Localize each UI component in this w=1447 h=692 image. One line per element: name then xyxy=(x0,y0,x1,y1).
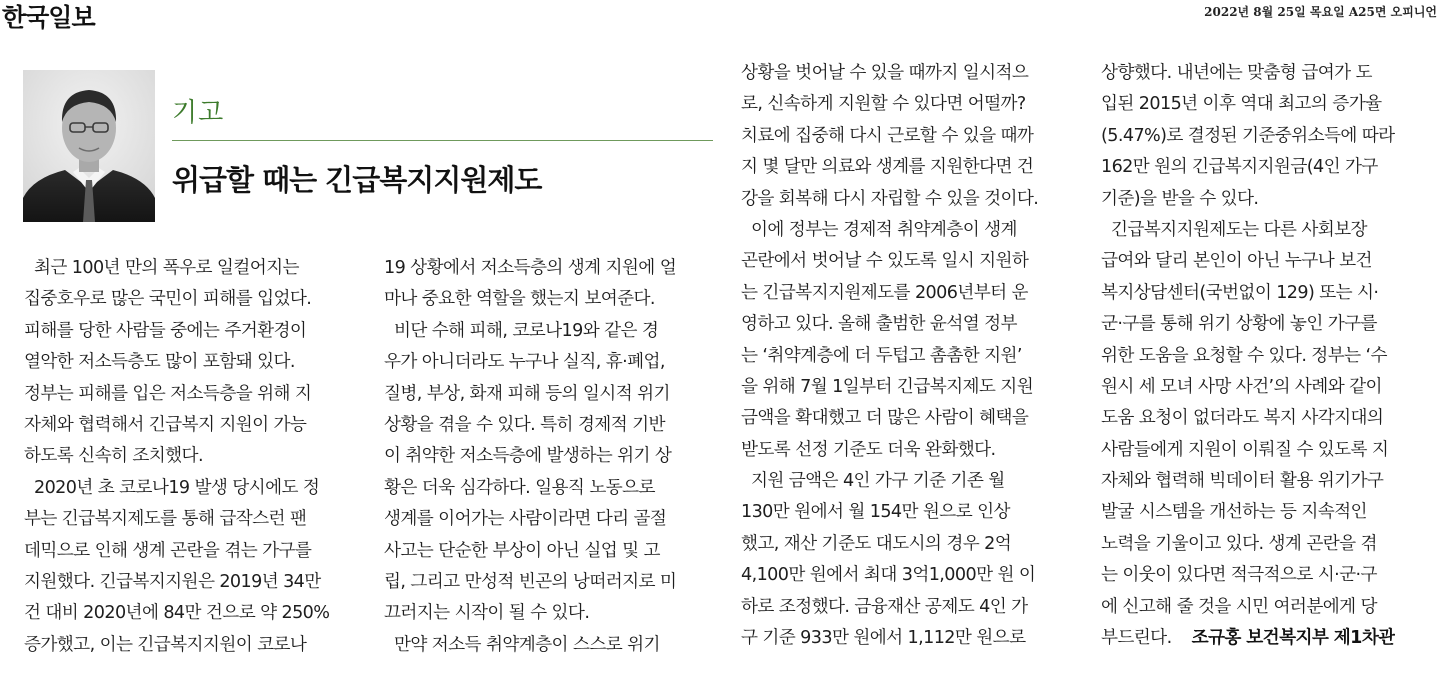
article-column-1 xyxy=(24,253,329,661)
text-line: 했고, 재산 기준도 대도시의 경우 2억 xyxy=(741,533,1012,554)
text-line: 지 몇 달만 의료와 생계를 지원한다면 건 xyxy=(741,157,1034,178)
text-line: 4,100만 원에서 최대 3억1,000만 원 이 xyxy=(741,565,1036,586)
text-line: 급여와 달리 본인이 아닌 누구나 보건 xyxy=(1101,251,1372,272)
text-line: 금액을 확대했고 더 많은 사람이 혜택을 xyxy=(741,408,1029,429)
text-line: 치료에 집중해 다시 근로할 수 있을 때까 xyxy=(741,125,1034,146)
text-line: 열악한 저소득층도 많이 포함돼 있다. xyxy=(24,352,295,373)
text-line: 는 긴급복지지원제도를 2006년부터 운 xyxy=(741,282,1028,303)
text-line: (5.47%)로 결정된 기준중위소득에 따라 xyxy=(1101,125,1395,146)
text-line: 발굴 시스템을 개선하는 등 지속적인 xyxy=(1101,502,1367,523)
text-line: 130만 원에서 월 154만 원으로 인상 xyxy=(741,502,1010,523)
text-line: 받도록 선정 기준도 더욱 완화했다. xyxy=(741,439,996,460)
newspaper-masthead: 한국일보 xyxy=(2,3,95,32)
article-column-3 xyxy=(741,58,1038,654)
section-label: 기고 xyxy=(172,98,225,128)
text-line: 하도록 신속히 조치했다. xyxy=(24,446,203,467)
text-line: 을 위해 7월 1일부터 긴급복지제도 지원 xyxy=(741,376,1034,397)
text-line: 는 이웃이 있다면 적극적으로 시·군·구 xyxy=(1101,565,1377,586)
text-line: 자체와 협력해서 긴급복지 지원이 가능 xyxy=(24,414,307,435)
text-line: 상황을 벗어날 수 있을 때까지 일시적으 xyxy=(741,63,1029,83)
text-line: 19 상황에서 저소득층의 생계 지원에 얼 xyxy=(384,258,677,278)
text-line: 데믹으로 인해 생계 곤란을 겪는 가구를 xyxy=(24,540,312,561)
article-column-2 xyxy=(384,253,676,661)
text-line: 상향했다. 내년에는 맞춤형 급여가 도 xyxy=(1101,63,1372,83)
text-line: 사고는 단순한 부상이 아닌 실업 및 고 xyxy=(384,540,660,561)
closing-text: 부드린다. xyxy=(1101,628,1172,649)
text-line: 입된 2015년 이후 역대 최고의 증가율 xyxy=(1101,94,1382,115)
text-line: 집중호우로 많은 국민이 피해를 입었다. xyxy=(24,289,312,310)
text-line: 영하고 있다. 올해 출범한 윤석열 정부 xyxy=(741,314,1017,335)
author-portrait xyxy=(23,70,155,222)
text-line: 비단 수해 피해, 코로나19와 같은 경 xyxy=(384,320,659,341)
text-line: 이에 정부는 경제적 취약계층이 생계 xyxy=(741,219,1017,240)
text-line: 는 ‘취약계층에 더 두텁고 촘촘한 지원’ xyxy=(741,345,1022,366)
text-line: 상황을 겪을 수 있다. 특히 경제적 기반 xyxy=(384,414,665,435)
text-line: 질병, 부상, 화재 피해 등의 일시적 위기 xyxy=(384,383,670,404)
text-line: 마나 중요한 역할을 했는지 보여준다. xyxy=(384,289,655,310)
text-line: 2020년 초 코로나19 발생 당시에도 정 xyxy=(24,477,320,498)
text-line: 기준)을 받을 수 있다. xyxy=(1101,188,1259,209)
text-line: 부는 긴급복지제도를 통해 급작스런 팬 xyxy=(24,509,307,530)
text-line: 생계를 이어가는 사람이라면 다리 골절 xyxy=(384,509,667,530)
text-line: 건 대비 2020년에 84만 건으로 약 250% xyxy=(24,603,330,624)
text-line: 지원했다. 긴급복지지원은 2019년 34만 xyxy=(24,571,321,592)
issue-date-page: 2022년 8월 25일 목요일 A25면 오피니언 xyxy=(1204,5,1437,19)
text-line: 피해를 당한 사람들 중에는 주거환경이 xyxy=(24,320,307,341)
text-line: 증가했고, 이는 긴급복지지원이 코로나 xyxy=(24,634,307,655)
text-line: 황은 더욱 심각하다. 일용직 노동으로 xyxy=(384,477,655,498)
article-column-4 xyxy=(1101,58,1395,654)
text-line: 로, 신속하게 지원할 수 있다면 어떨까? xyxy=(741,94,1026,115)
article-headline: 위급할 때는 긴급복지지원제도 xyxy=(172,163,542,197)
text-line: 정부는 피해를 입은 저소득층을 위해 지 xyxy=(24,383,312,404)
text-line: 만약 저소득 취약계층이 스스로 위기 xyxy=(384,634,660,655)
text-line: 자체와 협력해 빅데이터 활용 위기가구 xyxy=(1101,471,1384,492)
text-line: 끄러지는 시작이 될 수 있다. xyxy=(384,603,590,624)
text-line: 구 기준 933만 원에서 1,112만 원으로 xyxy=(741,628,1026,649)
text-line: 도움 요청이 없더라도 복지 사각지대의 xyxy=(1101,408,1384,429)
author-byline: 조규홍 보건복지부 제1차관 xyxy=(1191,628,1395,649)
text-line: 지원 금액은 4인 가구 기준 기존 월 xyxy=(741,471,1005,492)
text-line: 우가 아니더라도 누구나 실직, 휴·폐업, xyxy=(384,352,665,373)
text-line: 162만 원의 긴급복지지원금(4인 가구 xyxy=(1101,157,1378,178)
text-line: 긴급복지지원제도는 다른 사회보장 xyxy=(1101,219,1367,240)
text-line: 원시 세 모녀 사망 사건’의 사례와 같이 xyxy=(1101,376,1382,397)
section-divider xyxy=(172,140,713,141)
text-line: 사람들에게 지원이 이뤄질 수 있도록 지 xyxy=(1101,439,1389,460)
text-line xyxy=(1101,623,1395,654)
text-line: 하로 조정했다. 금융재산 공제도 4인 가 xyxy=(741,596,1028,617)
text-line: 이 취약한 저소득층에 발생하는 위기 상 xyxy=(384,446,672,467)
text-line: 에 신고해 줄 것을 시민 여러분에게 당 xyxy=(1101,596,1377,617)
text-line: 위한 도움을 요청할 수 있다. 정부는 ‘수 xyxy=(1101,345,1387,366)
text-line: 강을 회복해 다시 자립할 수 있을 것이다. xyxy=(741,188,1039,209)
text-line: 최근 100년 만의 폭우로 일컬어지는 xyxy=(24,258,299,278)
text-line: 립, 그리고 만성적 빈곤의 낭떠러지로 미 xyxy=(384,571,677,592)
text-line: 군·구를 통해 위기 상황에 놓인 가구를 xyxy=(1101,314,1377,335)
text-line: 복지상담센터(국번없이 129) 또는 시· xyxy=(1101,282,1379,303)
text-line: 노력을 기울이고 있다. 생계 곤란을 겪 xyxy=(1101,533,1377,554)
text-line: 곤란에서 벗어날 수 있도록 일시 지원하 xyxy=(741,251,1029,272)
